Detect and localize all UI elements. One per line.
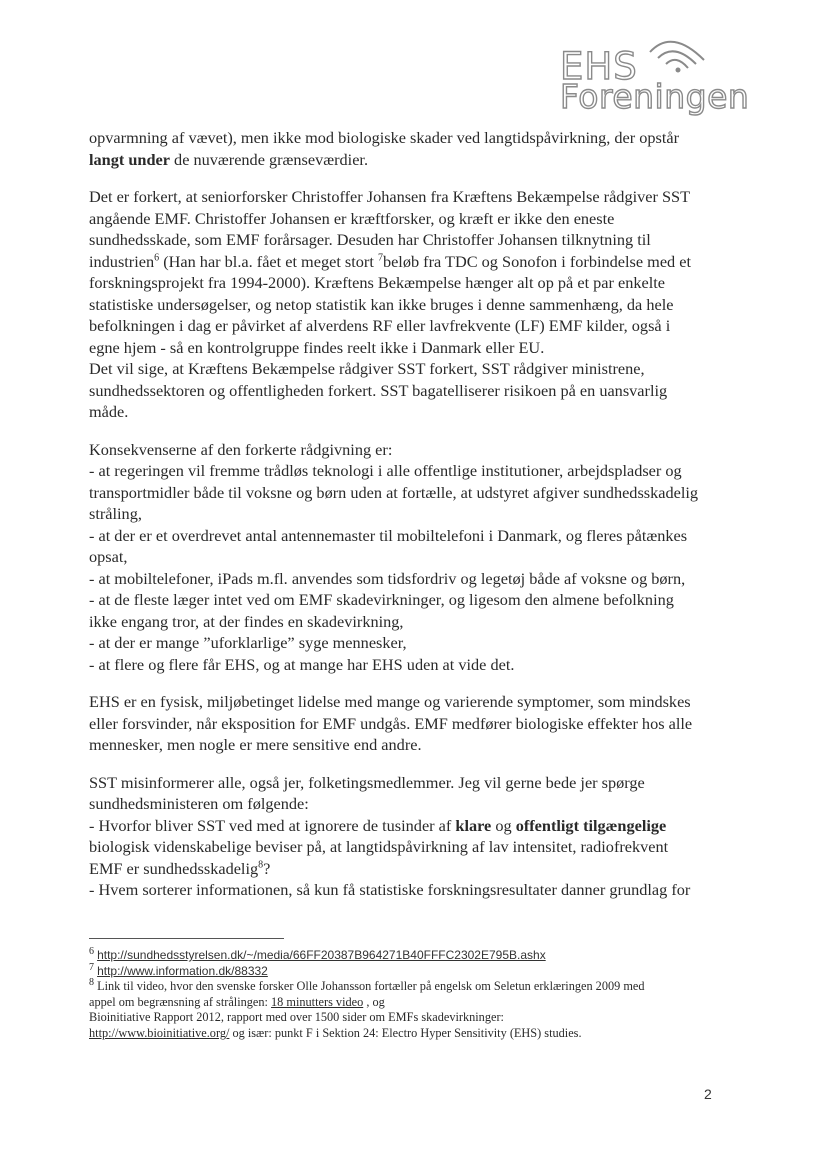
- text-line: sundhedsskade, som EMF forårsager. Desuden har Christoffer Johansen tilknytning til: [89, 230, 651, 249]
- footnotes: [89, 945, 749, 1042]
- bold-text: langt under: [89, 149, 170, 169]
- text-line: EMF er sundhedsskadelig$^8$?: [89, 858, 271, 878]
- text-line: sundhedssektoren og offentligheden forkert. SST bagatelliserer risikoen på en uansvarlig: [89, 380, 668, 400]
- text-line: transportmidler både til voksne og børn uden at fortælle, at udstyret afgiver sundhedsskadelig: [89, 482, 699, 502]
- bold-text: offentligt tilgængelige: [515, 815, 667, 835]
- footnote-7-link[interactable]: http://www.information.dk/88332: [97, 963, 268, 978]
- text-line: industrien$^6$ (Han har bl.a. fået et meget stort $^7$beløb fra TDC og Sonofon i forbindelse med et: [89, 251, 692, 271]
- bioinitiative-link[interactable]: http://www.bioinitiative.org/: [89, 1025, 230, 1040]
- footnote-6-link[interactable]: http://sundhedsstyrelsen.dk/~/media/66FF20387B964271B40FFFC2302E795B.ashx: [97, 948, 546, 962]
- text-line: EHS er en fysisk, miljøbetinget lidelse med mange og varierende symptomer, som mindskes: [89, 692, 691, 711]
- text-line: - Hvem sorterer informationen, så kun få statistiske forskningsresultater danner grundlag for: [89, 880, 691, 899]
- text-line: statistiske undersøgelser, og netop statistik kan ikke bruges i denne sammenhæng, da hele: [89, 294, 674, 314]
- text-line: angående EMF. Christoffer Johansen er kræftforsker, og kræft er ikke den eneste: [89, 208, 615, 228]
- logo-text-line1: EHS: [560, 45, 638, 88]
- text-line: eller forsvinder, når eksposition for EMF undgås. EMF medfører biologiske effekter hos alle: [89, 713, 693, 733]
- paragraph-1: [89, 127, 729, 170]
- footnote-8-cont: http://www.bioinitiative.org/ og især: punkt F i Sektion 24: Electro Hyper Sensitivity (EHS) studies.: [89, 1025, 582, 1040]
- footnote-ref-7: 7: [377, 252, 383, 264]
- page-number: 2: [704, 1086, 712, 1102]
- text-line: Det er forkert, at seniorforsker Christoffer Johansen fra Kræftens Bekæmpelse rådgiver SST: [89, 187, 691, 206]
- text-line: måde.: [89, 402, 129, 421]
- bold-text: klare: [455, 815, 492, 835]
- text-line: - at mobiltelefoner, iPads m.fl. anvendes som tidsfordriv og legetøj både af voksne og børn,: [89, 568, 686, 588]
- text-line: mennesker, men nogle er mere sensitive end andre.: [89, 735, 422, 754]
- text-line: biologisk videnskabelige beviser på, at langtidspåvirkning af lav intensitet, radiofrekvent: [89, 837, 669, 856]
- text-line: forskningsprojekt fra 1994-2000). Kræftens Bekæmpelse hænger alt op på et par enkelte: [89, 273, 666, 292]
- text-line: ikke engang tror, at der findes en skadevirkning,: [89, 611, 404, 631]
- text-line: befolkningen i dag er påvirket af alverdens RF eller lavfrekvente (LF) EMF kilder, også i: [89, 316, 671, 335]
- text-line: - at regeringen vil fremme trådløs teknologi i alle offentlige institutioner, arbejdspladser og: [89, 461, 682, 480]
- text-line: Det vil sige, at Kræftens Bekæmpelse rådgiver SST forkert, SST rådgiver ministrene,: [89, 359, 645, 378]
- footnote-6: $^6$ http://sundhedsstyrelsen.dk/~/media/66FF20387B964271B40FFFC2302E795B.ashx: [89, 945, 546, 962]
- text-line: SST misinformerer alle, også jer, folketingsmedlemmer. Jeg vil gerne bede jer spørge: [89, 772, 645, 792]
- text-line: langt under de nuværende grænseværdier.: [89, 149, 369, 169]
- text-line: sundhedsministeren om følgende:: [89, 794, 309, 813]
- paragraph-4: [89, 691, 729, 756]
- footnote-divider: [89, 938, 284, 939]
- text-line: - at der er et overdrevet antal antennemaster til mobiltelefoni i Danmark, og fleres påtænkes: [89, 525, 688, 545]
- text-line: - at der er mange ”uforklarlige” syge mennesker,: [89, 633, 407, 652]
- text-line: opvarmning af vævet), men ikke mod biologiske skader ved langtidspåvirkning, der opstår: [89, 128, 680, 147]
- text-line: - at flere og flere får EHS, og at mange har EHS uden at vide det.: [89, 654, 515, 674]
- text-line: - at de fleste læger intet ved om EMF skadevirkninger, og ligesom den almene befolkning: [89, 590, 674, 609]
- footnote-8-cont: Bioinitiative Rapport 2012, rapport med over 1500 sider om EMFs skadevirkninger:: [89, 1010, 504, 1025]
- paragraph-3: [89, 439, 729, 676]
- footnote-8-cont: appel om begrænsning af strålingen: 18 minutters video , og: [89, 994, 385, 1009]
- paragraph-5: [89, 772, 729, 901]
- video-link[interactable]: 18 minutters video: [271, 994, 364, 1009]
- paragraph-2: [89, 186, 729, 423]
- ehs-foreningen-logo: [560, 30, 780, 116]
- logo-text-line2: Foreningen: [560, 77, 750, 116]
- text-line: egne hjem - så en kontrolgruppe findes reelt ikke i Danmark eller EU.: [89, 337, 545, 357]
- footnote-8: $^8$ Link til video, hvor den svenske forsker Olle Johansson fortæller på engelsk om Seletun erklæringen 2009 med: [89, 977, 645, 994]
- text-line: Konsekvenserne af den forkerte rådgivning er:: [89, 439, 393, 459]
- footnote-7: $^7$ http://www.information.dk/88332: [89, 961, 268, 978]
- text-line: - Hvorfor bliver SST ved med at ignorere de tusinder af klare og offentligt tilgængelige: [89, 815, 667, 835]
- letter-body: [89, 127, 729, 901]
- footnote-ref-6: 6: [154, 252, 160, 264]
- footnote-ref-8: 8: [258, 859, 264, 871]
- text-line: stråling,: [89, 504, 142, 523]
- wifi-signal-icon: [642, 30, 712, 80]
- text-line: opsat,: [89, 547, 128, 566]
